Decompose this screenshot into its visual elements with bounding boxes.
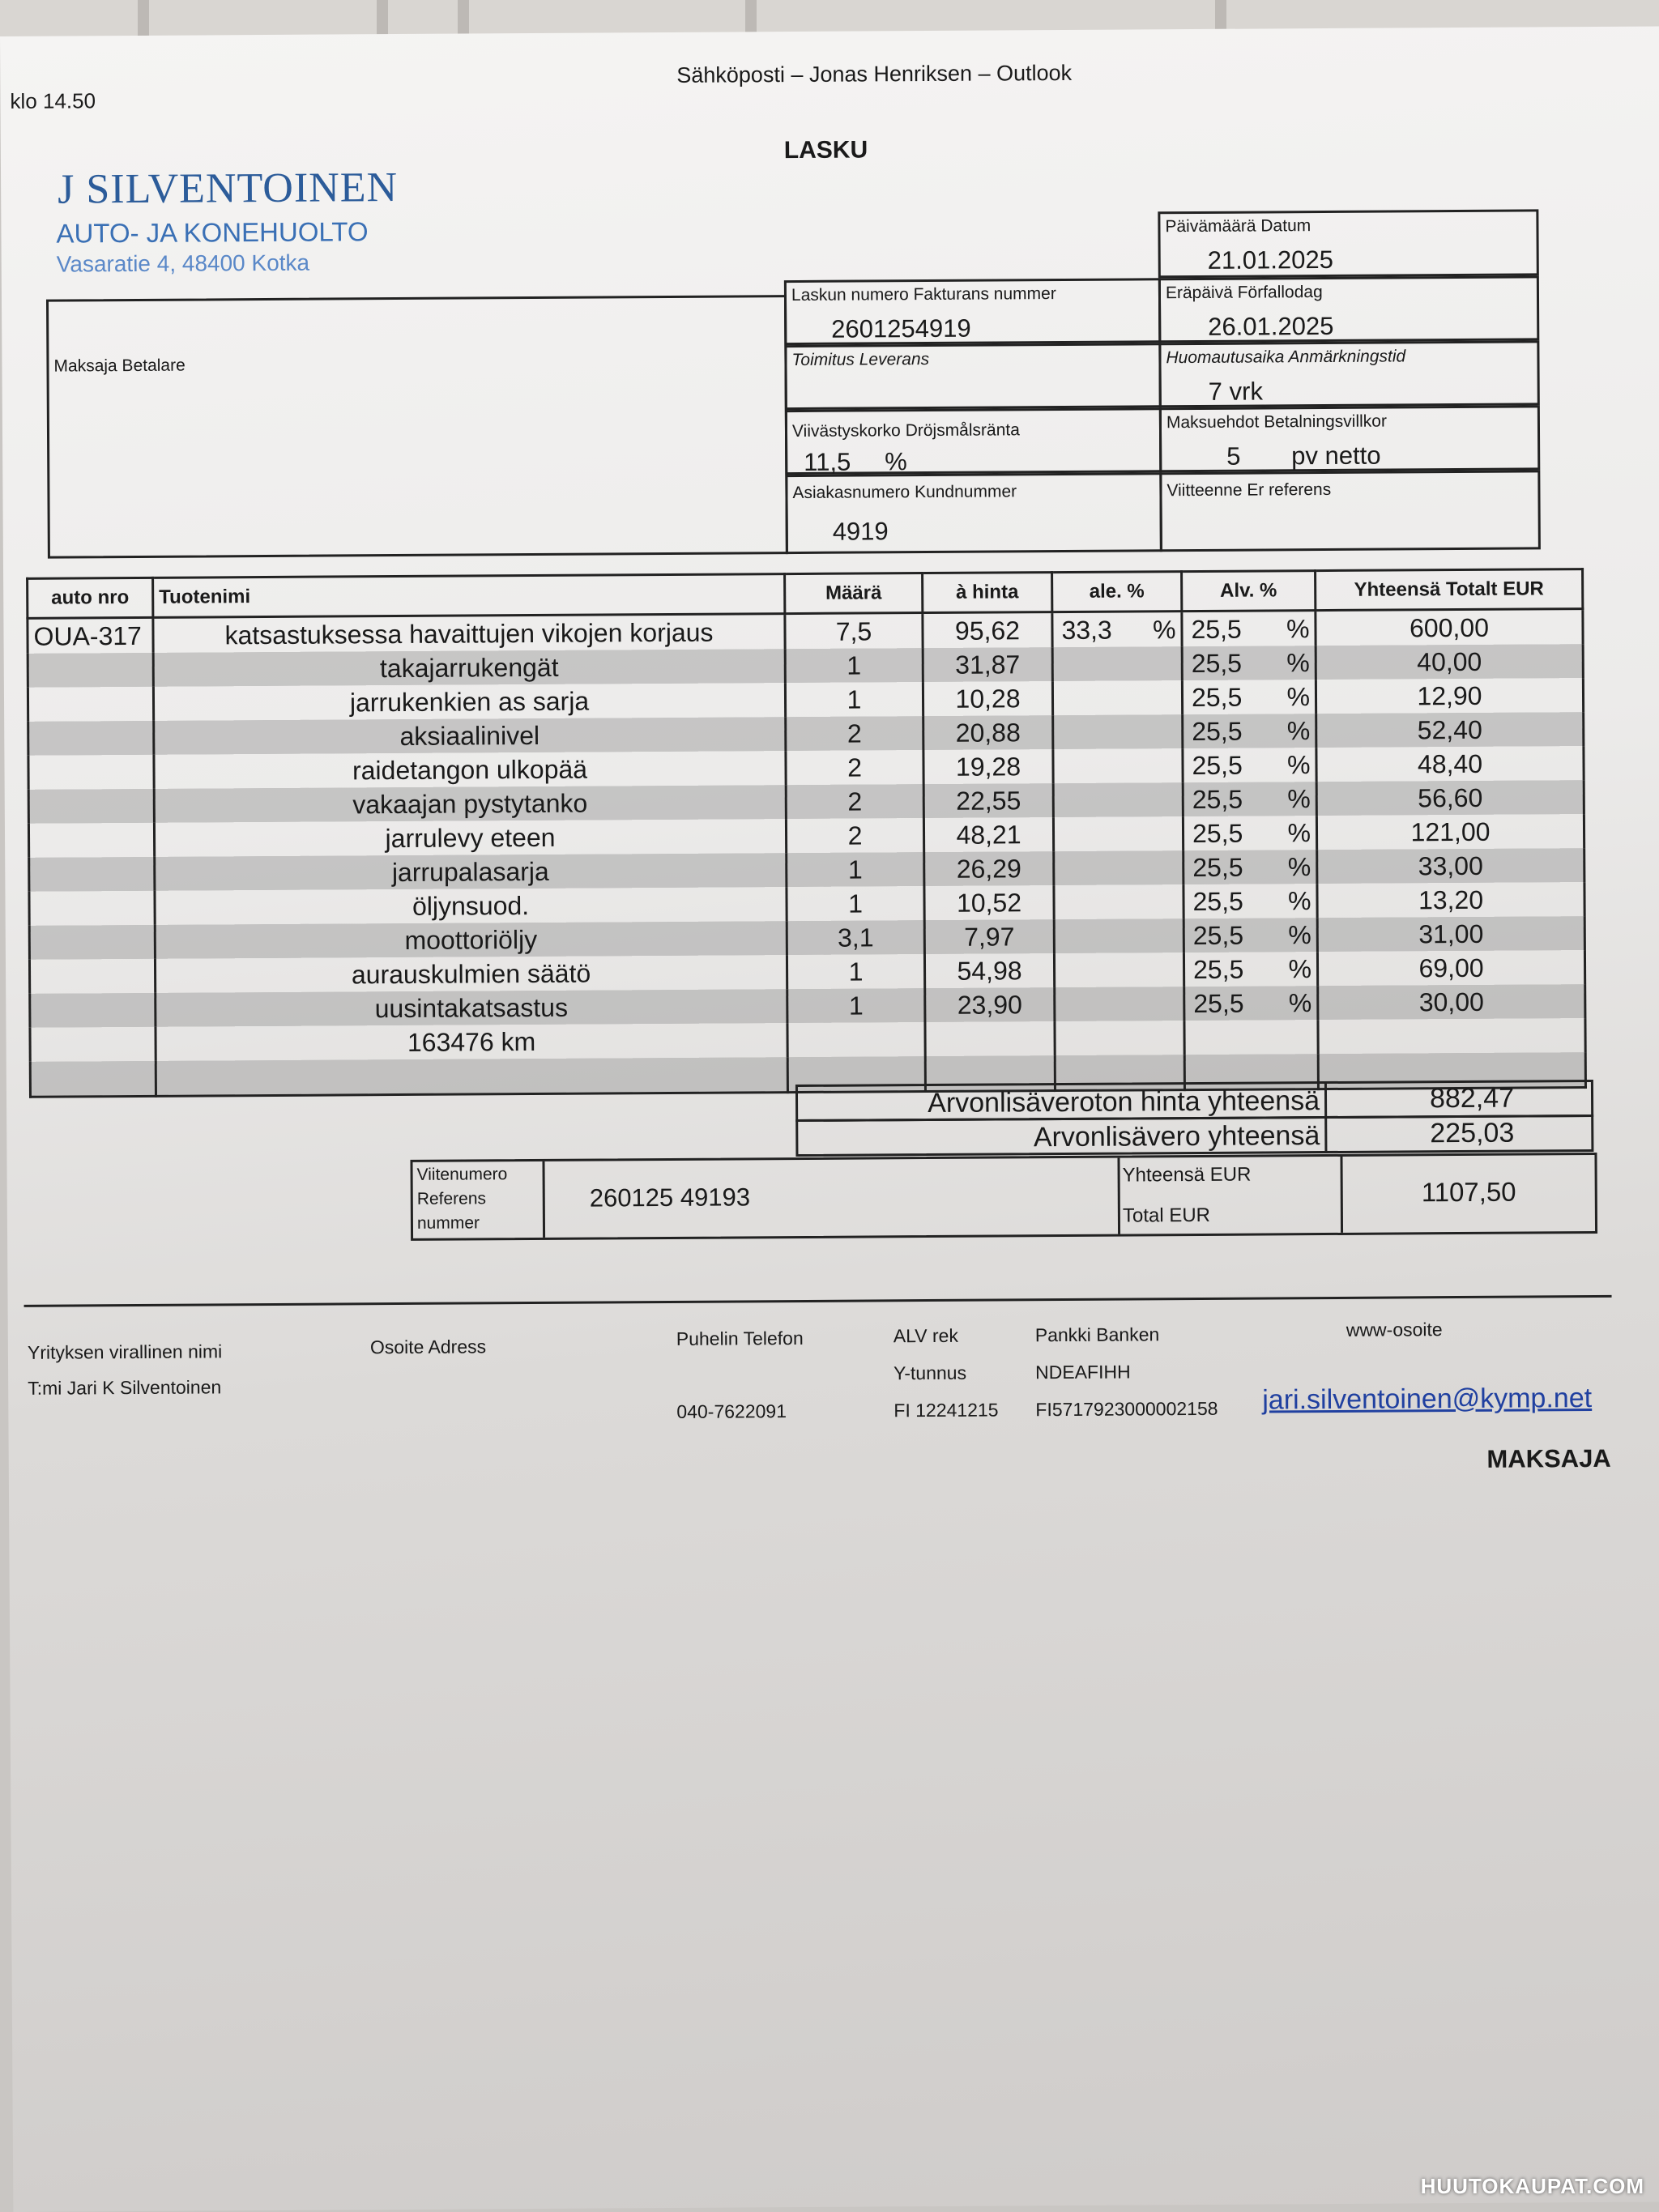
footer-iban: FI5717923000002158 — [1035, 1397, 1218, 1421]
cell-discount — [1052, 680, 1182, 715]
ref-label-3: nummer — [416, 1213, 480, 1233]
cell-qty: 1 — [787, 886, 924, 921]
cell-total: 69,00 — [1317, 950, 1584, 986]
cell-car — [28, 721, 154, 756]
cell-discount — [1054, 884, 1183, 919]
col-product-header: Tuotenimi — [153, 574, 785, 618]
grand-total-value: 1107,50 — [1421, 1176, 1516, 1208]
interest-value: 11,5 — [804, 447, 851, 476]
cell-price: 22,55 — [923, 783, 1053, 818]
cell-discount-unit: % — [1152, 614, 1176, 644]
cell-vat — [1183, 884, 1317, 918]
cell-total — [1318, 1018, 1585, 1054]
cell-total: 121,00 — [1316, 814, 1584, 850]
invoice-number-cell — [784, 278, 1161, 345]
footer-web-label: www-osoite — [1346, 1319, 1443, 1340]
cell-vat — [1183, 714, 1316, 748]
cell-product: takajarrukengät — [153, 649, 785, 687]
cell-vat-value: 25,5 — [1192, 818, 1243, 848]
cell-product: jarrupalasarja — [155, 853, 787, 891]
cell-qty: 2 — [786, 716, 923, 751]
cell-price: 10,28 — [923, 681, 1052, 716]
cell-car — [30, 1061, 156, 1097]
cell-vat-unit: % — [1287, 851, 1311, 881]
cell-product: vakaajan pystytanko — [154, 785, 786, 823]
cell-vat-unit: % — [1286, 613, 1310, 643]
reference-total-box — [410, 1153, 1597, 1241]
cell-vat — [1183, 782, 1316, 816]
remark-label: Huomautusaika Anmärkningstid — [1166, 347, 1406, 368]
footer-phone-label: Puhelin Telefon — [676, 1327, 804, 1349]
cell-vat-value: 25,5 — [1193, 988, 1244, 1018]
vat-total-value: 225,03 — [1430, 1117, 1515, 1149]
cell-product: moottoriöljy — [155, 921, 787, 959]
cell-qty: 3,1 — [787, 920, 924, 955]
cell-discount — [1052, 612, 1182, 647]
total-label-1: Yhteensä EUR — [1122, 1163, 1252, 1187]
cell-price: 31,87 — [923, 647, 1052, 682]
footer-ytunnus: FI 12241215 — [893, 1399, 999, 1421]
date-label: Päivämäärä Datum — [1165, 216, 1311, 237]
terms-text: pv netto — [1291, 441, 1381, 471]
terms-cell — [1159, 405, 1540, 472]
cell-qty: 1 — [787, 852, 924, 887]
footer-phone: 040-7622091 — [676, 1400, 787, 1422]
cell-discount — [1054, 918, 1183, 953]
cell-vat-unit: % — [1286, 681, 1311, 711]
cell-car: OUA-317 — [28, 617, 153, 653]
date-value: 21.01.2025 — [1207, 245, 1333, 275]
cell-total: 13,20 — [1317, 882, 1584, 918]
cell-price: 10,52 — [924, 885, 1054, 920]
cell-price: 7,97 — [924, 919, 1054, 954]
cell-product: öljynsuod. — [155, 887, 787, 925]
cell-car — [28, 789, 154, 824]
cell-vat-unit: % — [1288, 953, 1312, 983]
cell-vat-value: 25,5 — [1191, 682, 1243, 712]
net-total-label: Arvonlisäveroton hinta yhteensä — [928, 1085, 1320, 1119]
cell-car — [28, 823, 154, 858]
cell-product: jarrulevy eteen — [154, 819, 786, 857]
terms-label: Maksuehdot Betalningsvillkor — [1166, 411, 1387, 433]
footer-name: T:mi Jari K Silventoinen — [28, 1376, 222, 1399]
cell-vat-value: 25,5 — [1191, 614, 1242, 644]
total-label-2: Total EUR — [1122, 1204, 1211, 1227]
cell-product: 163476 km — [156, 1023, 787, 1061]
cell-vat-unit: % — [1286, 647, 1310, 677]
cell-qty: 1 — [785, 682, 923, 717]
interest-unit: % — [885, 447, 907, 476]
cell-vat — [1184, 986, 1318, 1021]
due-date-label: Eräpäivä Förfallodag — [1165, 283, 1323, 303]
cell-vat — [1182, 611, 1316, 647]
cell-discount — [1054, 953, 1183, 987]
cell-discount — [1053, 816, 1183, 851]
cell-total: 600,00 — [1316, 609, 1583, 646]
your-reference-label: Viitteenne Er referens — [1166, 479, 1332, 501]
cell-vat — [1183, 816, 1316, 850]
vat-total-label: Arvonlisävero yhteensä — [1033, 1120, 1320, 1153]
cell-qty: 2 — [786, 750, 923, 785]
cell-vat-unit: % — [1287, 817, 1311, 847]
date-cell — [1158, 209, 1538, 278]
footer-ytunnus-label: Y-tunnus — [893, 1362, 967, 1384]
footer-address-label: Osoite Adress — [369, 1336, 487, 1358]
cell-vat-value: 25,5 — [1192, 954, 1244, 984]
payer-copy-label: MAKSAJA — [1486, 1443, 1611, 1473]
cell-car — [28, 653, 153, 688]
cell-total: 56,60 — [1316, 780, 1584, 816]
invoice-number-value: 2601254919 — [831, 313, 971, 343]
due-date-value: 26.01.2025 — [1208, 311, 1334, 341]
cell-product: uusintakatsastus — [156, 989, 787, 1027]
cell-price: 19,28 — [923, 749, 1053, 784]
cell-vat — [1183, 850, 1317, 884]
cell-discount — [1053, 782, 1183, 817]
cell-discount — [1055, 987, 1184, 1021]
cell-price: 48,21 — [923, 817, 1053, 852]
cell-qty — [787, 1022, 925, 1057]
delivery-label: Toimitus Leverans — [791, 350, 930, 370]
footer-divider — [24, 1295, 1612, 1307]
footer-bic: NDEAFIHH — [1035, 1361, 1131, 1383]
cell-vat-value: 25,5 — [1192, 920, 1244, 950]
cell-product — [156, 1057, 787, 1096]
due-date-cell — [1158, 275, 1539, 343]
ref-label-1: Viitenumero — [416, 1165, 508, 1184]
cell-vat — [1182, 680, 1316, 714]
footer-email-link[interactable]: jari.silventoinen@kymp.net — [1262, 1383, 1593, 1416]
cell-car — [28, 687, 153, 722]
email-title: Sähköposti – Jonas Henriksen – Outlook — [676, 60, 1073, 87]
cell-product: jarrukenkien as sarja — [153, 683, 785, 721]
cell-vat-unit: % — [1287, 783, 1311, 813]
interest-cell — [785, 407, 1162, 475]
col-qty-header: Määrä — [785, 573, 923, 614]
cell-discount — [1053, 748, 1183, 783]
cell-vat-value: 25,5 — [1191, 648, 1243, 678]
customer-number-label: Asiakasnumero Kundnummer — [792, 482, 1017, 503]
cell-vat-value: 25,5 — [1192, 852, 1243, 882]
cell-discount — [1054, 850, 1183, 885]
footer-name-label: Yrityksen virallinen nimi — [27, 1340, 223, 1363]
print-time: klo 14.50 — [10, 88, 96, 113]
cell-vat — [1183, 748, 1316, 782]
cell-vat-value: 25,5 — [1192, 784, 1243, 814]
cell-qty: 2 — [786, 818, 923, 853]
net-total-value: 882,47 — [1429, 1082, 1515, 1115]
cell-product: aurauskulmien säätö — [155, 955, 787, 993]
cell-product: raidetangon ulkopää — [154, 751, 786, 789]
cell-total: 12,90 — [1316, 678, 1583, 714]
terms-days: 5 — [1226, 441, 1241, 471]
cell-price — [925, 1021, 1055, 1056]
cell-product: katsastuksessa havaittujen vikojen korjaus — [153, 614, 785, 653]
cell-car — [30, 993, 156, 1028]
cell-vat-unit: % — [1286, 715, 1311, 745]
cell-vat-value: 25,5 — [1192, 886, 1243, 916]
cell-total: 40,00 — [1316, 644, 1583, 680]
cell-qty: 7,5 — [785, 613, 923, 650]
watermark-logo: HUUTOKAUPAT.COM — [1420, 2174, 1644, 2198]
customer-number-value: 4919 — [832, 517, 889, 546]
cell-total: 48,40 — [1316, 746, 1584, 782]
cell-price: 23,90 — [925, 987, 1055, 1022]
cell-discount-value: 33,3 — [1061, 615, 1112, 645]
col-car-header: auto nro — [28, 578, 153, 618]
invoice-number-label: Laskun numero Fakturans nummer — [791, 284, 1056, 305]
cell-qty: 1 — [785, 648, 923, 683]
footer-bank-label: Pankki Banken — [1034, 1323, 1160, 1346]
ref-label-2: Referens — [416, 1189, 487, 1208]
cell-total: 33,00 — [1317, 848, 1584, 884]
cell-price: 20,88 — [923, 715, 1053, 750]
cell-qty: 1 — [787, 954, 924, 989]
cell-price: 95,62 — [923, 612, 1052, 648]
company-subtitle: AUTO- JA KONEHUOLTO — [56, 216, 369, 249]
cell-car — [28, 755, 154, 790]
reference-number: 260125 49193 — [589, 1183, 751, 1213]
remark-value: 7 vrk — [1208, 377, 1263, 406]
interest-label: Viivästyskorko Dröjsmålsränta — [791, 420, 1020, 441]
cell-total: 31,00 — [1317, 916, 1584, 952]
invoice-paper — [0, 26, 1659, 2211]
your-reference-cell — [1159, 470, 1541, 552]
cell-vat — [1183, 952, 1317, 987]
cell-vat-unit: % — [1288, 987, 1312, 1017]
cell-vat-unit: % — [1288, 919, 1311, 949]
delivery-cell — [784, 343, 1161, 410]
vat-total-row — [795, 1115, 1593, 1157]
payer-label: Maksaja Betalare — [53, 356, 186, 376]
cell-vat-value: 25,5 — [1192, 716, 1243, 746]
remark-cell — [1158, 340, 1539, 407]
cell-vat-unit: % — [1287, 885, 1311, 915]
cell-price: 26,29 — [924, 851, 1054, 886]
cell-discount — [1055, 1021, 1184, 1055]
cell-discount — [1053, 714, 1183, 749]
cell-car — [29, 959, 155, 994]
footer-vat-label: ALV rek — [893, 1324, 959, 1347]
cell-car — [30, 1027, 156, 1062]
cell-discount — [1052, 646, 1182, 681]
cell-product: aksiaalinivel — [154, 717, 786, 755]
cell-vat — [1182, 646, 1316, 680]
cell-car — [29, 857, 155, 892]
cell-car — [29, 891, 155, 926]
cell-vat — [1184, 1020, 1318, 1055]
company-address: Vasaratie 4, 48400 Kotka — [56, 249, 310, 277]
invoice-items-table — [26, 568, 1587, 1098]
company-name: J SILVENTOINEN — [57, 164, 399, 213]
document-title: LASKU — [783, 136, 868, 164]
payer-box — [46, 295, 788, 559]
cell-qty: 1 — [787, 988, 925, 1023]
cell-qty: 2 — [786, 784, 923, 819]
cell-total: 52,40 — [1316, 712, 1584, 748]
cell-price: 54,98 — [924, 953, 1054, 988]
customer-number-cell — [785, 472, 1162, 554]
col-total-header: Yhteensä Totalt EUR — [1316, 569, 1583, 611]
cell-total: 30,00 — [1318, 984, 1585, 1020]
cell-vat — [1183, 918, 1317, 953]
col-price-header: à hinta — [923, 573, 1052, 613]
col-discount-header: ale. % — [1052, 572, 1182, 612]
col-vat-header: Alv. % — [1182, 571, 1316, 612]
cell-vat-value: 25,5 — [1192, 750, 1243, 780]
cell-vat-unit: % — [1286, 749, 1311, 779]
cell-car — [29, 925, 155, 960]
